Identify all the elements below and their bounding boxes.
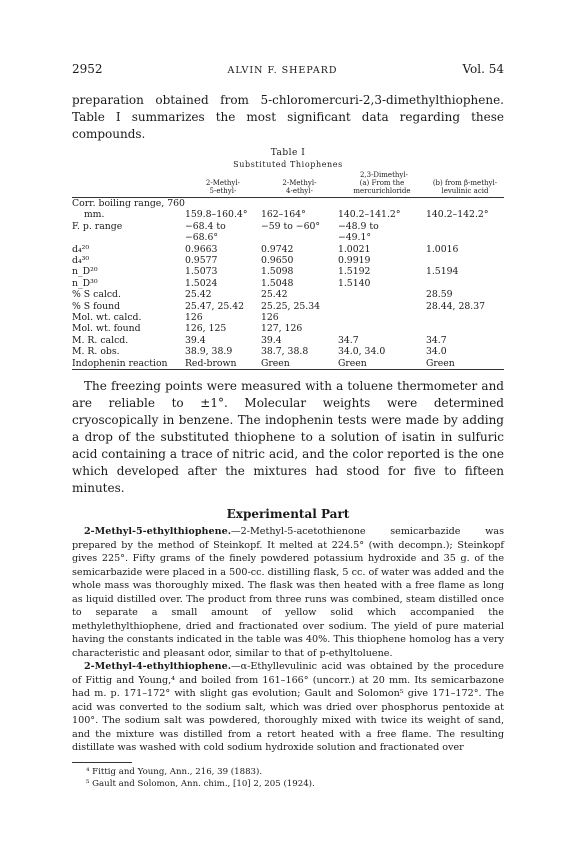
table-cell: 159.8–160.4° xyxy=(184,209,248,221)
table-cell: −68.4 to xyxy=(184,220,226,232)
table-cell: 126 xyxy=(184,312,203,324)
table-cell xyxy=(338,301,426,312)
table-cell: 0.9650 xyxy=(260,255,294,267)
table-cell: 0.9919 xyxy=(337,255,371,267)
table-cell: 34.7 xyxy=(425,334,447,346)
footnote: ⁵ Gault and Solomon, Ann. chim., [10] 2, 205 (1924). xyxy=(86,778,315,789)
table-cell: 0.9663 xyxy=(184,243,218,255)
column-header: (b) from β-methyl- levulinic acid xyxy=(426,179,504,198)
row-label: % S calcd. xyxy=(72,289,121,301)
footnote: ⁴ Fittig and Young, Ann., 216, 39 (1883). xyxy=(86,766,263,777)
table-row xyxy=(72,323,504,334)
row-label: d₄³⁰ xyxy=(72,255,90,267)
row-label: % S found xyxy=(72,300,121,312)
intro-paragraph: preparation obtained from 5-chloromercuri-2,3-dimethylthiophene. Table I summarizes the most significant data regarding these compounds. xyxy=(72,93,504,141)
experimental-paragraph xyxy=(72,525,504,660)
table-cell: 39.4 xyxy=(184,334,206,346)
table-cell: 38.9, 38.9 xyxy=(184,346,233,358)
table-cell: Green xyxy=(426,358,504,370)
table-row xyxy=(72,221,504,232)
column-header: 2-Methyl- 4-ethyl- xyxy=(261,179,338,198)
table-cell: 34.0, 34.0 xyxy=(337,346,386,358)
table-cell: 25.42 xyxy=(260,289,288,301)
table-cell xyxy=(185,198,261,210)
table-cell xyxy=(426,323,504,334)
experimental-paragraph xyxy=(72,660,504,755)
table-cell: 1.0021 xyxy=(337,243,371,255)
table-cell: −68.6° xyxy=(184,232,219,244)
row-label: Corr. boiling range, 760 xyxy=(72,198,185,209)
table-row xyxy=(72,255,504,266)
table-cell: 126 xyxy=(260,312,279,324)
compound-heading: 2-Methyl-4-ethylthiophene. xyxy=(84,661,232,673)
table-subtitle: Substituted Thiophenes xyxy=(233,160,343,169)
table-cell: 127, 126 xyxy=(260,323,303,335)
table-cell xyxy=(426,232,504,243)
table-row xyxy=(72,198,504,210)
table-cell xyxy=(338,198,426,210)
table-cell: 1.5192 xyxy=(337,266,371,278)
table-cell: 34.0 xyxy=(425,346,447,358)
footnote-divider xyxy=(72,762,132,763)
paragraph-body: —2-Methyl-5-acetothienone semicarbazide was prepared by the method of Steinkopf. It melted at 224.5° (with decompn.); Steinkopf gives 225°. Fifty grams of the finely powdered potassium hydroxide and 35 g. of the semicarbazide were placed in a 500-cc. distilling flask, 5 cc. of water was added and the whole mass was thoroughly mixed. The flask was then heated with a free flame as long as liquid distilled over. The product from three runs was combined, steam distilled once to separate a small amount of yellow solid which accompanied the methylethylthiophene, dried and fractionated over sodium. The yield of pure material having the constants indicated in the table was 40%. This thiophene homolog has a very characteristic and pleasant odor, similar to that of p-ethyltoluene. xyxy=(72,526,504,659)
row-label: Mol. wt. found xyxy=(72,323,141,335)
table-cell: 1.0016 xyxy=(425,243,459,255)
table-cell: Green xyxy=(261,358,338,370)
column-header: 2-Methyl- 5-ethyl- xyxy=(185,179,261,198)
table-cell: 0.9742 xyxy=(260,243,294,255)
data-table xyxy=(72,171,504,370)
section-title: Experimental Part xyxy=(226,507,350,522)
table-row xyxy=(72,209,504,220)
table-cell xyxy=(426,221,504,232)
journal-page xyxy=(72,62,504,790)
group-header: 2,3-Dimethyl- xyxy=(359,171,408,179)
table-title: Table I xyxy=(270,148,306,158)
table-cell: 140.2–142.2° xyxy=(425,209,489,221)
row-label: M. R. calcd. xyxy=(72,334,129,346)
table-row xyxy=(72,346,504,357)
table-cell: Red-brown xyxy=(185,358,261,370)
running-author: ALVIN F. SHEPARD xyxy=(227,65,338,76)
row-label: Indophenin reaction xyxy=(72,358,185,370)
row-label xyxy=(72,232,185,243)
table-cell: 34.7 xyxy=(337,334,359,346)
table-cell: 1.5098 xyxy=(260,266,294,278)
table-cell: 25.25, 25.34 xyxy=(260,300,321,312)
table-cell: 38.7, 38.8 xyxy=(260,346,309,358)
table-cell: 25.42 xyxy=(184,289,212,301)
table-row xyxy=(72,301,504,312)
table-cell xyxy=(426,255,504,266)
table-row xyxy=(72,232,504,243)
table-cell: 1.5073 xyxy=(184,266,218,278)
running-header xyxy=(72,62,504,76)
table-cell: −48.9 to xyxy=(337,220,379,232)
table-cell: 140.2–141.2° xyxy=(337,209,401,221)
table-cell: 1.5140 xyxy=(337,277,371,289)
method-paragraph: The freezing points were measured with a toluene thermometer and are reliable to ±1°. Molecular weights were determined cryoscopically in benzene. The indophenin tests were made by adding a drop of the substituted thiophene to a solution of isatin in sulfuric acid containing a trace of nitric acid, and the color reported is the one which developed after the mixtures had stood for five to fifteen minutes. xyxy=(72,379,504,496)
row-label: M. R. obs. xyxy=(72,346,120,358)
table-cell: 25.47, 25.42 xyxy=(184,300,245,312)
table-cell xyxy=(338,289,426,300)
table-cell xyxy=(426,198,504,210)
table-cell: 1.5048 xyxy=(260,277,294,289)
table-cell: 0.9577 xyxy=(184,255,218,267)
table-cell xyxy=(426,278,504,289)
table-row xyxy=(72,266,504,277)
compound-heading: 2-Methyl-5-ethylthiophene. xyxy=(84,526,232,538)
table-cell: 126, 125 xyxy=(184,323,227,335)
table-row xyxy=(72,278,504,289)
volume-label: Vol. 54 xyxy=(462,62,504,76)
table-cell: 162–164° xyxy=(260,209,306,221)
page-number: 2952 xyxy=(72,62,103,76)
table-cell: −59 to −60° xyxy=(260,220,321,232)
table-cell: Green xyxy=(338,358,426,370)
column-header: (a) From the mercurichloride xyxy=(338,179,426,198)
table-cell: 28.59 xyxy=(425,289,453,301)
table-cell xyxy=(261,198,338,210)
table-cell: 28.44, 28.37 xyxy=(425,300,486,312)
row-label: mm. xyxy=(72,209,105,221)
table-cell: 1.5024 xyxy=(184,277,218,289)
table-row xyxy=(72,244,504,255)
row-label: Mol. wt. calcd. xyxy=(72,312,142,324)
row-label: n_D²⁰ xyxy=(72,266,98,278)
table-row xyxy=(72,289,504,300)
table-cell xyxy=(338,312,426,323)
table-row xyxy=(72,335,504,346)
table-row xyxy=(72,312,504,323)
row-label: n_D³⁰ xyxy=(72,277,98,289)
table-cell xyxy=(338,323,426,334)
table-cell: 1.5194 xyxy=(425,266,459,278)
row-label: d₄²⁰ xyxy=(72,243,90,255)
paragraph-body: —α-Ethyllevulinic acid was obtained by the procedure of Fittig and Young,⁴ and boiled from 161–166° (uncorr.) at 20 mm. Its semicarbazone had m. p. 171–172° with slight gas evolution; Gault and Solomon⁵ give 171–172°. The acid was converted to the sodium salt, which was dried over phosphorus pentoxide at 100°. The sodium salt was powdered, thoroughly mixed with twice its weight of sand, and the mixture was distilled from a retort heated with a free flame. The resulting distillate was washed with cold sodium hydroxide solution and fractionated over xyxy=(72,661,504,754)
table-cell xyxy=(426,312,504,323)
row-label: F. p. range xyxy=(72,220,123,232)
table-cell: −49.1° xyxy=(337,232,372,244)
table-cell: 39.4 xyxy=(260,334,282,346)
table-row xyxy=(72,358,504,370)
table-cell xyxy=(261,232,338,243)
